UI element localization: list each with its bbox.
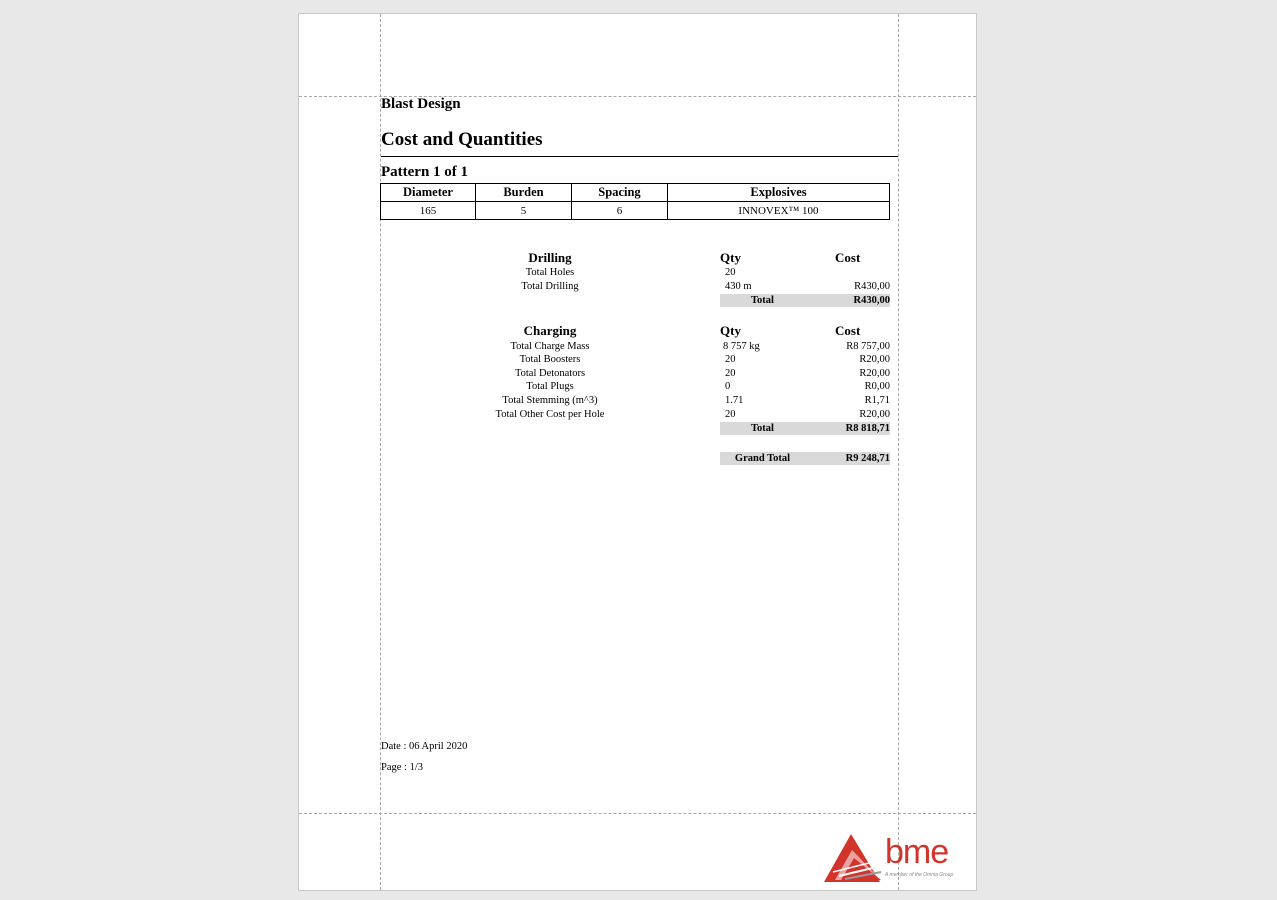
charging-row-cost: R20,00 — [859, 354, 890, 365]
bme-logo — [823, 832, 969, 884]
drilling-total-value: R430,00 — [853, 295, 890, 306]
cell-burden: 5 — [476, 202, 572, 220]
pattern-table — [380, 183, 890, 220]
charging-row-label: Total Plugs — [526, 381, 574, 392]
drilling-row-label: Total Holes — [525, 267, 575, 278]
bme-triangle-icon — [823, 832, 885, 884]
grand-total-value: R9 248,71 — [845, 453, 890, 464]
charging-row-qty: 8 757 kg — [723, 341, 760, 352]
cell-spacing: 6 — [572, 202, 668, 220]
header-spacing: Spacing — [572, 184, 668, 202]
pattern-table-header-row — [381, 184, 890, 202]
charging-row-qty: 0 — [725, 381, 731, 392]
bme-tagline: A member of the Omnia Group — [885, 872, 954, 878]
drilling-row-cost: R430,00 — [854, 281, 890, 292]
drilling-row-label: Total Drilling — [521, 281, 579, 292]
drilling-title: Drilling — [528, 250, 572, 265]
charging-row-qty: 20 — [725, 354, 736, 365]
bme-wordmark: bme — [885, 833, 949, 871]
cell-diameter: 165 — [381, 202, 476, 220]
page-number: Page : 1/3 — [381, 762, 423, 773]
charging-row-label: Total Stemming (m^3) — [502, 395, 598, 406]
charging-row-cost: R8 757,00 — [846, 341, 890, 352]
bottom-margin-guide — [299, 813, 976, 814]
pattern-table-row — [381, 202, 890, 220]
charging-total-label: Total — [751, 423, 774, 434]
charging-row-cost: R1,71 — [864, 395, 890, 406]
grand-total-bar — [720, 452, 890, 465]
header-explosives: Explosives — [668, 184, 890, 202]
pattern-label: Pattern 1 of 1 — [381, 164, 469, 180]
charging-row-cost: R20,00 — [859, 368, 890, 379]
charging-row-label: Total Detonators — [514, 368, 586, 379]
grand-total-label: Grand Total — [734, 453, 791, 464]
drilling-total-bar — [720, 294, 890, 307]
charging-total-value: R8 818,71 — [845, 423, 890, 434]
report-page — [298, 13, 977, 891]
cell-explosives: INNOVEX™ 100 — [668, 202, 890, 220]
header-diameter: Diameter — [381, 184, 476, 202]
charging-row-label: Total Boosters — [519, 354, 581, 365]
charging-row-cost: R0,00 — [864, 381, 890, 392]
report-date: Date : 06 April 2020 — [381, 741, 468, 752]
charging-title: Charging — [523, 323, 577, 338]
drilling-total-label: Total — [751, 295, 774, 306]
charging-cost-header: Cost — [835, 323, 861, 338]
report-header: Blast Design — [381, 96, 461, 112]
charging-row-cost: R20,00 — [859, 409, 890, 420]
charging-total-bar — [720, 422, 890, 435]
drilling-qty-header: Qty — [720, 250, 741, 265]
charging-row-qty: 20 — [725, 368, 736, 379]
drilling-row-qty: 20 — [725, 267, 736, 278]
charging-row-label: Total Charge Mass — [510, 341, 590, 352]
header-burden: Burden — [476, 184, 572, 202]
drilling-cost-header: Cost — [835, 250, 861, 265]
charging-row-qty: 20 — [725, 409, 736, 420]
charging-row-label: Total Other Cost per Hole — [495, 409, 605, 420]
right-margin-guide — [898, 14, 899, 890]
drilling-row-qty: 430 m — [725, 281, 752, 292]
report-title: Cost and Quantities — [381, 129, 543, 150]
charging-row-qty: 1.71 — [725, 395, 744, 406]
charging-qty-header: Qty — [720, 323, 741, 338]
title-rule — [381, 156, 898, 157]
